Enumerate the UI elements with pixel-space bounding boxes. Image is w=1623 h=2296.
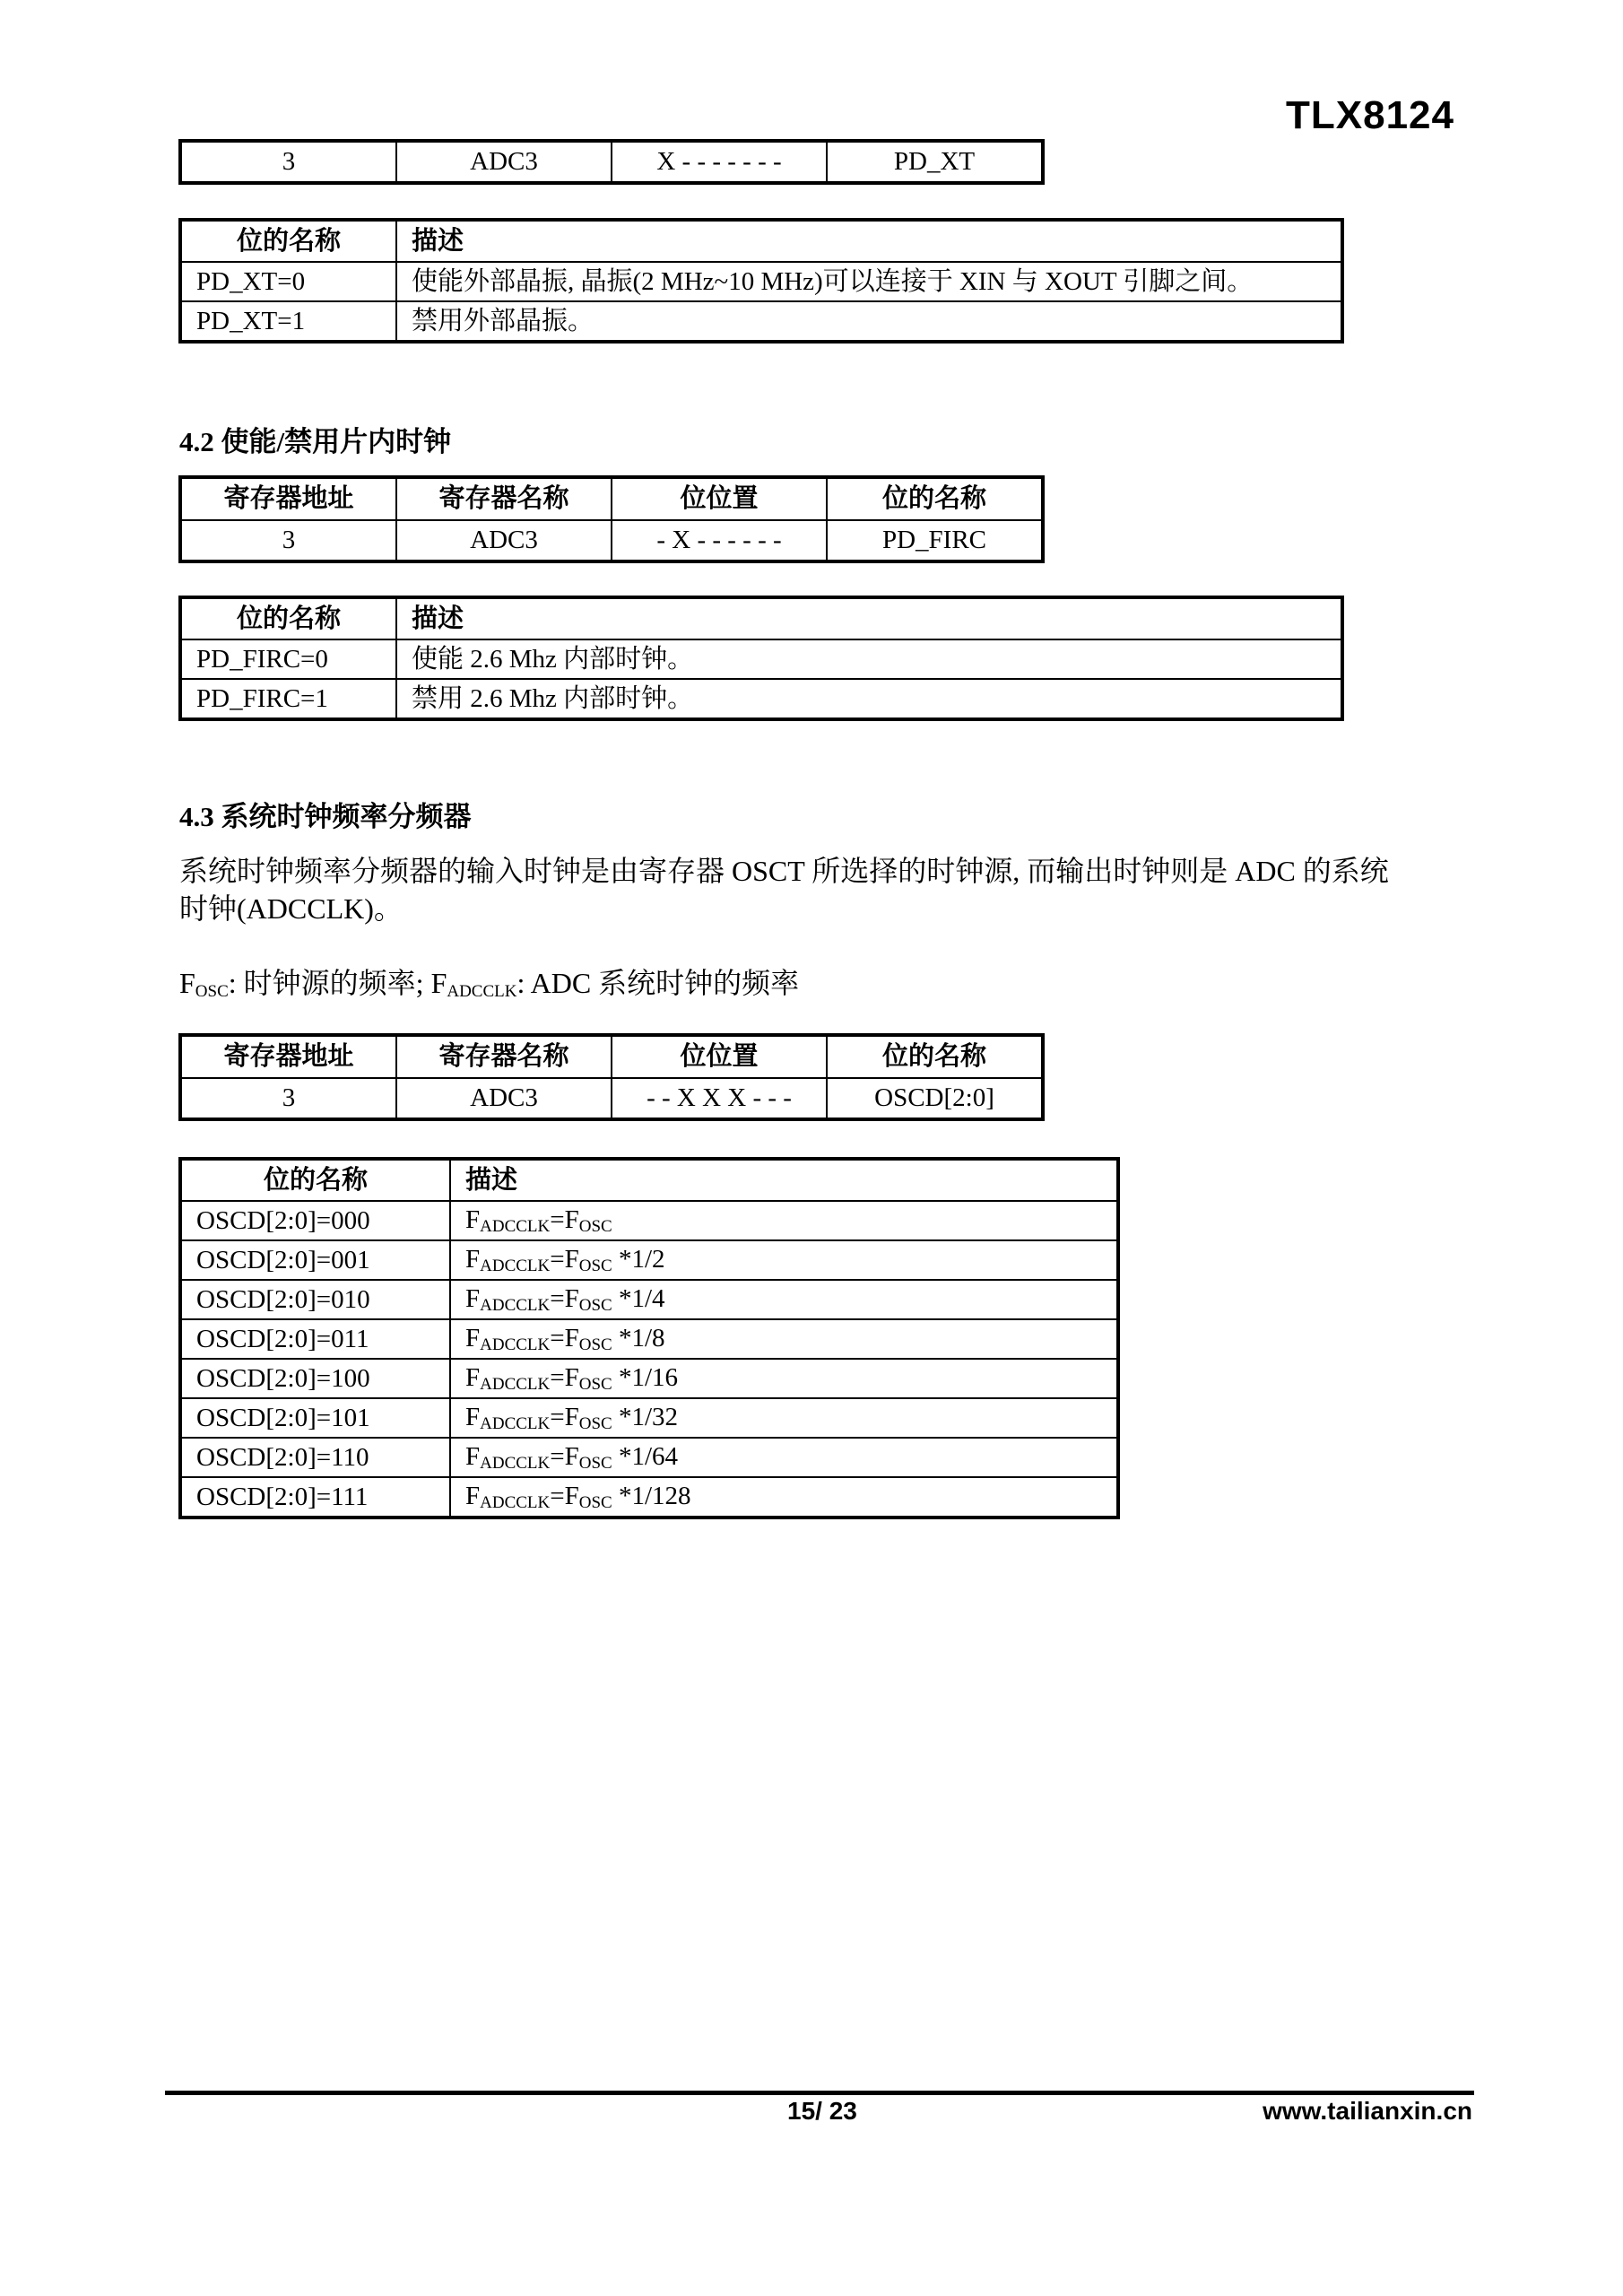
- table-cell: 3: [180, 141, 396, 183]
- table-cell: PD_XT=1: [180, 301, 396, 342]
- table-row: [180, 1359, 1118, 1398]
- table-cell: X - - - - - - -: [612, 141, 827, 183]
- table-row: [180, 301, 1342, 342]
- equals-f: =F: [550, 1402, 579, 1431]
- symbol-f: F: [465, 1362, 481, 1392]
- table-cell: OSCD[2:0]=110: [180, 1438, 450, 1477]
- paragraph-line-1: 系统时钟频率分频器的输入时钟是由寄存器 OSCT 所选择的时钟源, 而输出时钟则是 ADC 的系统: [179, 855, 1389, 887]
- table-header: 寄存器名称: [396, 477, 612, 520]
- table-cell: [450, 1477, 1118, 1518]
- table-cell: [450, 1398, 1118, 1438]
- website-link[interactable]: www.tailianxin.cn: [1263, 2097, 1472, 2125]
- table-cell: 3: [180, 1078, 396, 1119]
- table-header-row: [180, 477, 1043, 520]
- equals-f: =F: [550, 1283, 579, 1313]
- table-cell: [450, 1201, 1118, 1240]
- equals-f: =F: [550, 1481, 579, 1510]
- symbol-f: F: [465, 1323, 481, 1352]
- table-header: 位位置: [612, 1035, 827, 1078]
- ratio: *1/32: [612, 1402, 679, 1431]
- table-header: 描述: [396, 597, 1342, 639]
- table-cell: OSCD[2:0]=111: [180, 1477, 450, 1518]
- table-cell: [450, 1359, 1118, 1398]
- subscript-osc: OSC: [195, 982, 229, 1001]
- ratio: *1/2: [612, 1244, 665, 1274]
- ratio: *1/64: [612, 1441, 679, 1471]
- symbol-f: F: [465, 1481, 481, 1510]
- table-cell: ADC3: [396, 1078, 612, 1119]
- table-cell: [450, 1280, 1118, 1319]
- frequency-definitions: [179, 964, 799, 1011]
- table-row: [180, 141, 1043, 183]
- description-table-oscd: [178, 1157, 1120, 1519]
- brand-title: TLX8124: [1286, 93, 1454, 137]
- subscript-osc: OSC: [578, 1453, 612, 1473]
- table-header: 寄存器名称: [396, 1035, 612, 1078]
- table-header-row: [180, 220, 1342, 262]
- table-cell: [450, 1438, 1118, 1477]
- table-cell: 禁用 2.6 Mhz 内部时钟。: [396, 679, 1342, 719]
- table-header-row: [180, 1035, 1043, 1078]
- table-row: [180, 1078, 1043, 1119]
- table-row: [180, 520, 1043, 561]
- symbol-f: F: [465, 1244, 481, 1274]
- table-cell: PD_XT: [827, 141, 1043, 183]
- subscript-adcclk: ADCCLK: [480, 1256, 551, 1275]
- symbol-f: F: [465, 1402, 481, 1431]
- table-row: [180, 262, 1342, 301]
- ratio: *1/8: [612, 1323, 665, 1352]
- subscript-osc: OSC: [578, 1216, 612, 1236]
- subscript-osc: OSC: [578, 1256, 612, 1275]
- symbol-f: F: [430, 967, 447, 999]
- equals-f: =F: [550, 1205, 579, 1234]
- table-cell: PD_FIRC=1: [180, 679, 396, 719]
- table-cell: 使能外部晶振, 晶振(2 MHz~10 MHz)可以连接于 XIN 与 XOUT 引脚之间。: [396, 262, 1342, 301]
- table-cell: OSCD[2:0]=001: [180, 1240, 450, 1280]
- section-heading-4-3: 4.3 系统时钟频率分频器: [179, 801, 472, 832]
- table-cell: PD_FIRC=0: [180, 639, 396, 679]
- table-cell: ADC3: [396, 520, 612, 561]
- table-row: [180, 1438, 1118, 1477]
- symbol-f: F: [465, 1283, 481, 1313]
- subscript-osc: OSC: [578, 1492, 612, 1512]
- paragraph: [179, 852, 1389, 927]
- definition-text: : 时钟源的频率;: [228, 967, 424, 999]
- table-cell: 3: [180, 520, 396, 561]
- table-row: [180, 1398, 1118, 1438]
- ratio: *1/4: [612, 1283, 665, 1313]
- table-row: [180, 1280, 1118, 1319]
- table-cell: ADC3: [396, 141, 612, 183]
- subscript-adcclk: ADCCLK: [480, 1413, 551, 1433]
- table-cell: [450, 1240, 1118, 1280]
- table-cell: - - X X X - - -: [612, 1078, 827, 1119]
- table-row: [180, 1319, 1118, 1359]
- equals-f: =F: [550, 1244, 579, 1274]
- table-cell: OSCD[2:0]=100: [180, 1359, 450, 1398]
- subscript-osc: OSC: [578, 1335, 612, 1354]
- table-cell: OSCD[2:0]=011: [180, 1319, 450, 1359]
- register-table-firc: [178, 475, 1045, 563]
- table-header: 描述: [396, 220, 1342, 262]
- table-cell: [450, 1319, 1118, 1359]
- table-header-row: [180, 597, 1342, 639]
- register-table-oscd: [178, 1033, 1045, 1121]
- table-cell: 禁用外部晶振。: [396, 301, 1342, 342]
- table-cell: 使能 2.6 Mhz 内部时钟。: [396, 639, 1342, 679]
- equals-f: =F: [550, 1441, 579, 1471]
- subscript-adcclk: ADCCLK: [447, 982, 517, 1001]
- symbol-f: F: [465, 1205, 481, 1234]
- table-row: [180, 679, 1342, 719]
- table-header: 位的名称: [827, 1035, 1043, 1078]
- ratio: *1/128: [612, 1481, 691, 1510]
- subscript-adcclk: ADCCLK: [480, 1295, 551, 1315]
- table-header: 位的名称: [180, 220, 396, 262]
- table-cell: PD_FIRC: [827, 520, 1043, 561]
- table-cell: OSCD[2:0]: [827, 1078, 1043, 1119]
- equals-f: =F: [550, 1323, 579, 1352]
- page-number: 15/ 23: [787, 2097, 857, 2125]
- definition-text: : ADC 系统时钟的频率: [516, 967, 800, 999]
- subscript-adcclk: ADCCLK: [480, 1335, 551, 1354]
- subscript-adcclk: ADCCLK: [480, 1453, 551, 1473]
- description-table-firc: [178, 596, 1344, 721]
- footer-divider: [165, 2091, 1474, 2095]
- table-cell: OSCD[2:0]=000: [180, 1201, 450, 1240]
- table-row: [180, 1477, 1118, 1518]
- table-header: 寄存器地址: [180, 477, 396, 520]
- table-cell: OSCD[2:0]=010: [180, 1280, 450, 1319]
- table-header: 位的名称: [180, 1159, 450, 1201]
- table-row: [180, 1201, 1118, 1240]
- symbol-f: F: [465, 1441, 481, 1471]
- subscript-osc: OSC: [578, 1295, 612, 1315]
- subscript-osc: OSC: [578, 1413, 612, 1433]
- table-header-row: [180, 1159, 1118, 1201]
- table-header: 位位置: [612, 477, 827, 520]
- table-row: [180, 1240, 1118, 1280]
- symbol-f: F: [179, 967, 195, 999]
- ratio: *1/16: [612, 1362, 679, 1392]
- table-cell: OSCD[2:0]=101: [180, 1398, 450, 1438]
- equals-f: =F: [550, 1362, 579, 1392]
- subscript-adcclk: ADCCLK: [480, 1216, 551, 1236]
- paragraph-line-2: 时钟(ADCCLK)。: [179, 892, 403, 925]
- table-header: 位的名称: [180, 597, 396, 639]
- table-cell: PD_XT=0: [180, 262, 396, 301]
- table-row: [180, 639, 1342, 679]
- register-table-pd-xt: [178, 139, 1045, 185]
- table-cell: - X - - - - - -: [612, 520, 827, 561]
- subscript-adcclk: ADCCLK: [480, 1492, 551, 1512]
- table-header: 描述: [450, 1159, 1118, 1201]
- subscript-osc: OSC: [578, 1374, 612, 1394]
- table-header: 寄存器地址: [180, 1035, 396, 1078]
- description-table-pd-xt: [178, 218, 1344, 344]
- section-heading-4-2: 4.2 使能/禁用片内时钟: [179, 426, 452, 457]
- subscript-adcclk: ADCCLK: [480, 1374, 551, 1394]
- table-header: 位的名称: [827, 477, 1043, 520]
